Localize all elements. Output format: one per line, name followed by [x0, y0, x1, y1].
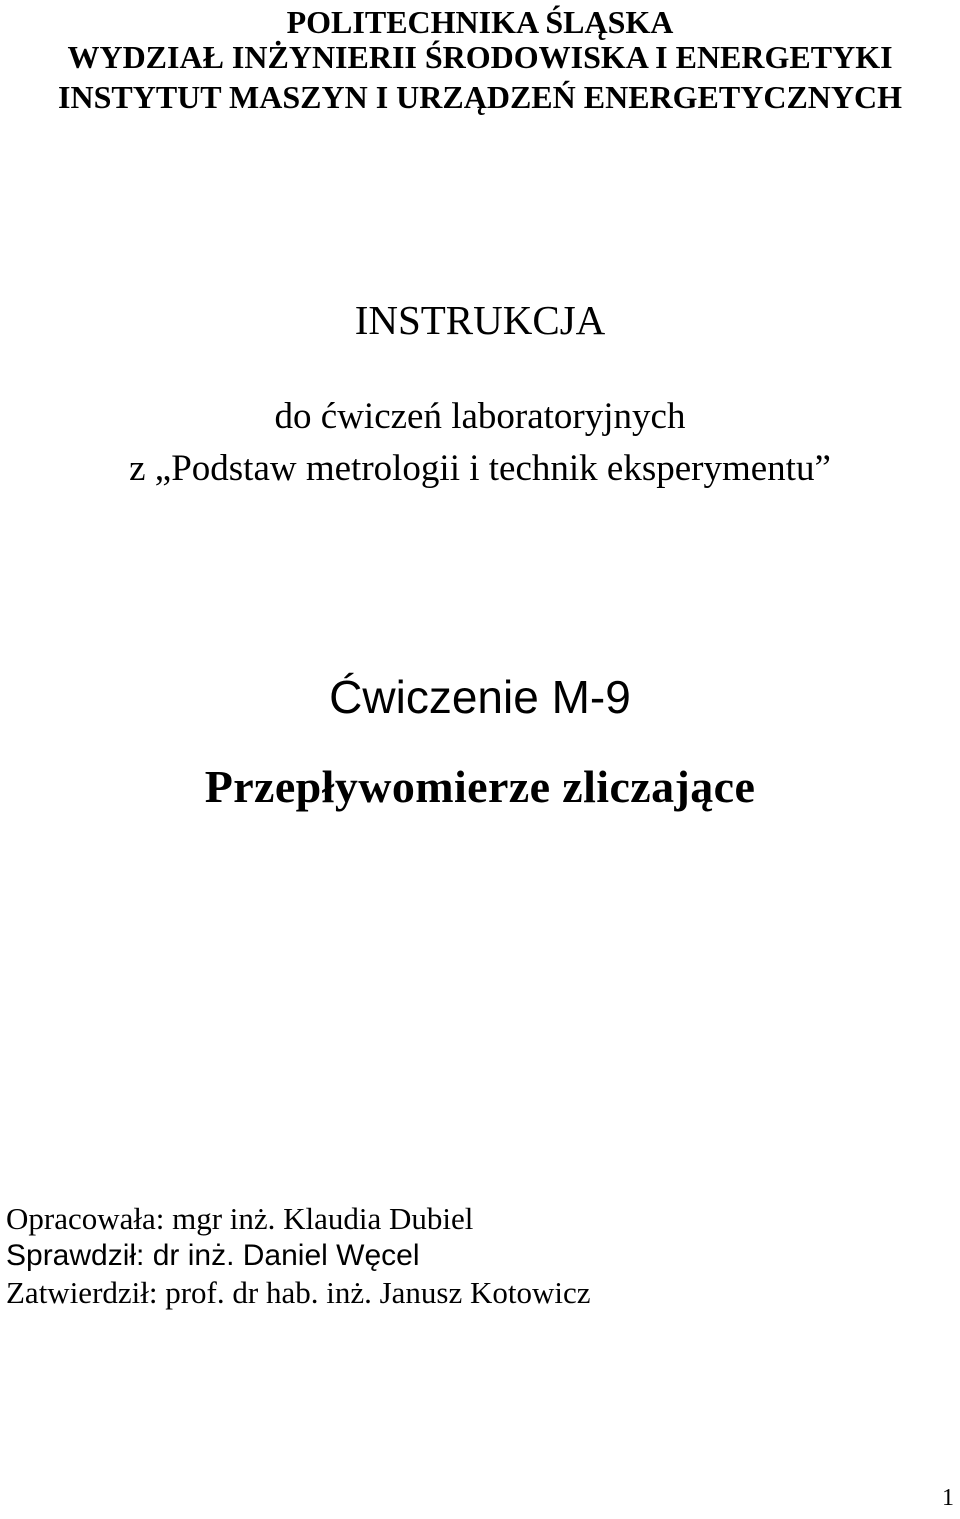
- credit-checked-by: Sprawdził: dr inż. Daniel Węcel: [6, 1239, 420, 1272]
- exercise-label: Ćwiczenie M-9: [329, 671, 631, 723]
- document-subtitle-line2: z „Podstaw metrologii i technik eksperymentu”: [129, 448, 831, 489]
- faculty-name: WYDZIAŁ INŻYNIERII ŚRODOWISKA I ENERGETYKI: [67, 39, 893, 75]
- institute-name: INSTYTUT MASZYN I URZĄDZEŃ ENERGETYCZNYCH: [58, 79, 902, 115]
- credits-block: [6, 1200, 591, 1311]
- exercise-title: Przepływomierze zliczające: [204, 761, 756, 812]
- credit-prepared-by: Opracowała: mgr inż. Klaudia Dubiel: [6, 1201, 474, 1236]
- university-name: POLITECHNIKA ŚLĄSKA: [286, 4, 674, 40]
- credit-approved-by: Zatwierdził: prof. dr hab. inż. Janusz Kotowicz: [6, 1275, 591, 1310]
- document-type: INSTRUKCJA: [354, 297, 606, 343]
- document-subtitle-line1: do ćwiczeń laboratoryjnych: [274, 396, 686, 437]
- page-number: 1: [942, 1485, 954, 1511]
